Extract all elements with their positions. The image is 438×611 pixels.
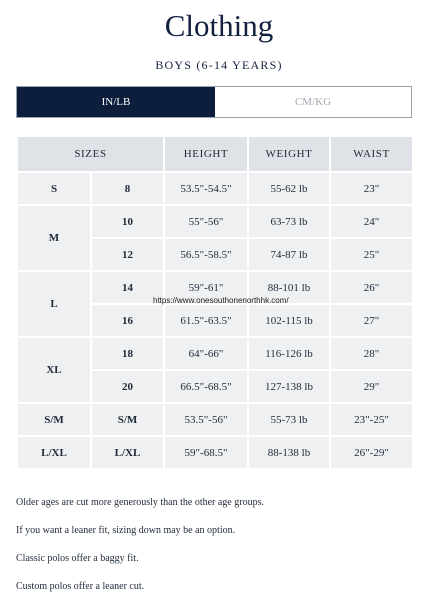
size-number: 12 — [91, 238, 164, 271]
size-number: S/M — [91, 403, 164, 436]
size-label: S — [17, 172, 91, 205]
size-number: 18 — [91, 337, 164, 370]
unit-toggle-in-lb[interactable]: IN/LB — [17, 87, 215, 117]
table-row — [17, 172, 413, 205]
note-text: If you want a leaner fit, sizing down may be an option. — [16, 525, 236, 536]
note-text: Classic polos offer a baggy fit. — [16, 553, 139, 564]
size-label: S/M — [17, 403, 91, 436]
size-label: L — [17, 271, 91, 337]
waist-cell: 23"-25" — [330, 403, 413, 436]
weight-cell: 127-138 lb — [248, 370, 330, 403]
weight-cell: 116-126 lb — [248, 337, 330, 370]
fit-notes — [16, 499, 426, 611]
waist-cell: 28" — [330, 337, 413, 370]
weight-cell: 55-62 lb — [248, 172, 330, 205]
table-row — [17, 436, 413, 469]
page-title: Clothing — [164, 8, 274, 43]
header-height: HEIGHT — [164, 136, 248, 172]
weight-cell: 55-73 lb — [248, 403, 330, 436]
waist-cell: 24" — [330, 205, 413, 238]
size-number: L/XL — [91, 436, 164, 469]
size-label: L/XL — [17, 436, 91, 469]
size-number: 10 — [91, 205, 164, 238]
height-cell: 53.5"-54.5" — [164, 172, 248, 205]
height-cell: 59"-61" — [164, 271, 248, 304]
unit-toggle-cm-kg[interactable]: CM/KG — [215, 87, 411, 117]
height-cell: 55"-56" — [164, 205, 248, 238]
unit-toggle — [16, 86, 412, 118]
size-number: 20 — [91, 370, 164, 403]
height-cell: 56.5"-58.5" — [164, 238, 248, 271]
header-sizes: SIZES — [17, 136, 164, 172]
table-row — [17, 337, 413, 370]
size-number: 14 — [91, 271, 164, 304]
waist-cell: 23" — [330, 172, 413, 205]
note-text: Custom polos offer a leaner cut. — [16, 581, 145, 592]
waist-cell: 26" — [330, 271, 413, 304]
table-row — [17, 205, 413, 238]
height-cell: 59"-68.5" — [164, 436, 248, 469]
height-cell: 66.5"-68.5" — [164, 370, 248, 403]
size-label: M — [17, 205, 91, 271]
size-number: 8 — [91, 172, 164, 205]
weight-cell: 88-138 lb — [248, 436, 330, 469]
weight-cell: 74-87 lb — [248, 238, 330, 271]
header-weight: WEIGHT — [248, 136, 330, 172]
page-subtitle: BOYS (6-14 YEARS) — [155, 58, 283, 72]
note-text: Older ages are cut more generously than the other age groups. — [16, 497, 264, 508]
height-cell: 64"-66" — [164, 337, 248, 370]
weight-cell: 88-101 lb — [248, 271, 330, 304]
weight-cell: 63-73 lb — [248, 205, 330, 238]
size-label: XL — [17, 337, 91, 403]
size-number: 16 — [91, 304, 164, 337]
waist-cell: 25" — [330, 238, 413, 271]
waist-cell: 27" — [330, 304, 413, 337]
waist-cell: 26"-29" — [330, 436, 413, 469]
header-waist: WAIST — [330, 136, 413, 172]
height-cell: 61.5"-63.5" — [164, 304, 248, 337]
waist-cell: 29" — [330, 370, 413, 403]
weight-cell: 102-115 lb — [248, 304, 330, 337]
height-cell: 53.5"-56" — [164, 403, 248, 436]
watermark-url: https://www.onesouthonenorthhk.com/ — [153, 296, 289, 305]
table-row — [17, 403, 413, 436]
